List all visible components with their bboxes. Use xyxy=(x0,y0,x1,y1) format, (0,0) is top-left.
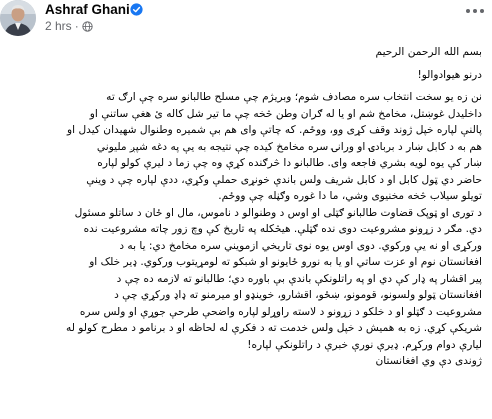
post-line: ښار کې یوه لویه بشري فاجعه وای. طالبانو دا څرګنده کړې وه چې زما د لیرې کولو لپاره xyxy=(97,157,482,169)
meta-separator: · xyxy=(74,19,79,33)
post-line: هم به د کابل ښار د بربادۍ او ورانۍ سره مخامخ کیده چې نتیجه به یې په دغه شپږ ملیوني xyxy=(96,140,482,153)
author-avatar[interactable] xyxy=(0,0,36,36)
post-line: شریکې کړي. زه به همیش د خپل ولس خدمت ته د فکرې له لحاظه او د برنامو د مطرح کولو له xyxy=(66,322,482,334)
post-line: افغانستان ټولو ولسونو، قومونو، ښځو، اقشارو، خوینډو او میرمنو ته ډاډ ورکړي چې د xyxy=(114,289,482,301)
post-body xyxy=(4,44,482,370)
post-line: افغانستان نوم او عزت ساتي او یا به نورو ځایونو او شبکو ته لومړیتوب ورکوي. ډیر خلک او xyxy=(89,256,482,268)
post-line: د توری او ټوپک قضاوت طالبانو ګټلی او اوس د وطنوالو د ناموس، مال او ځان د ساتلو مسئول xyxy=(74,206,482,219)
post-line: داخلیدل غوښتل، مخامخ شم او یا له ګران وطن څخه چې ما تیر شل کاله ئ هغې ساتنې او xyxy=(89,107,482,120)
post-meta xyxy=(45,19,93,33)
more-options-icon[interactable] xyxy=(464,6,486,16)
post-line: مشروعیت د ګټلو او د خلکو د زړونو د لاسته راوړلو لپاره واضحې طرحې جوړې او ولس سره xyxy=(79,305,482,318)
globe-icon[interactable] xyxy=(82,21,93,32)
post-line: پالنې لپاره خپل ژوند وقف کړی وو، ووځم. که چاتې وای هم بې شمیره وطنوال شهیدان کیدل او xyxy=(67,124,482,136)
post-line-greeting: بسم الله الرحمن الرحيم xyxy=(375,46,482,58)
post-line: ورکړی او نه یې ورکوي. دوی اوس یوه نوی تاریخي ازمویني سره مخامخ دي: یا به د xyxy=(119,239,482,252)
post-line: لیارې دوام ورکړم. ډیرې نورې خبرې د راتلونکې لپاره! xyxy=(247,338,482,351)
author-name[interactable]: Ashraf Ghani xyxy=(45,2,130,17)
post-line: حاضر دي ټول کابل او د کابل شریف ولس باندې خونړی حملې وکړي، ددې لپاره چې د وینې xyxy=(86,173,482,186)
post-line: پیر اقشار په ډار کې دي او په راتلونکې باندې بې باوره دي؛ طالبانو ته لازمه ده چې د xyxy=(116,272,482,285)
post-line-closing: ژوندی دې وي افغانستان xyxy=(375,355,482,367)
post-header xyxy=(0,0,492,40)
post-line: تویلو سیلاب څخه مخنیوی وشي، ما دا غوره وګڼله چې ووځم. xyxy=(218,190,482,202)
avatar-portrait xyxy=(0,0,36,36)
post-line: دي. مګر د زړونو مشروعیت دوی نده ګټلې. هیڅکله په تاریخ کې وچ زور چاته مشروعیت نده xyxy=(83,223,482,235)
verified-badge-icon xyxy=(130,3,143,16)
post-line: نن زه یو سخت انتخاب سره مصادف شوم؛ وبریژم چې مسلح طالبانو سره چې ارګ ته xyxy=(106,91,482,103)
post-timestamp[interactable]: 2 hrs xyxy=(45,19,72,33)
post-line-salutation: درنو هیوادوالو! xyxy=(417,68,482,81)
